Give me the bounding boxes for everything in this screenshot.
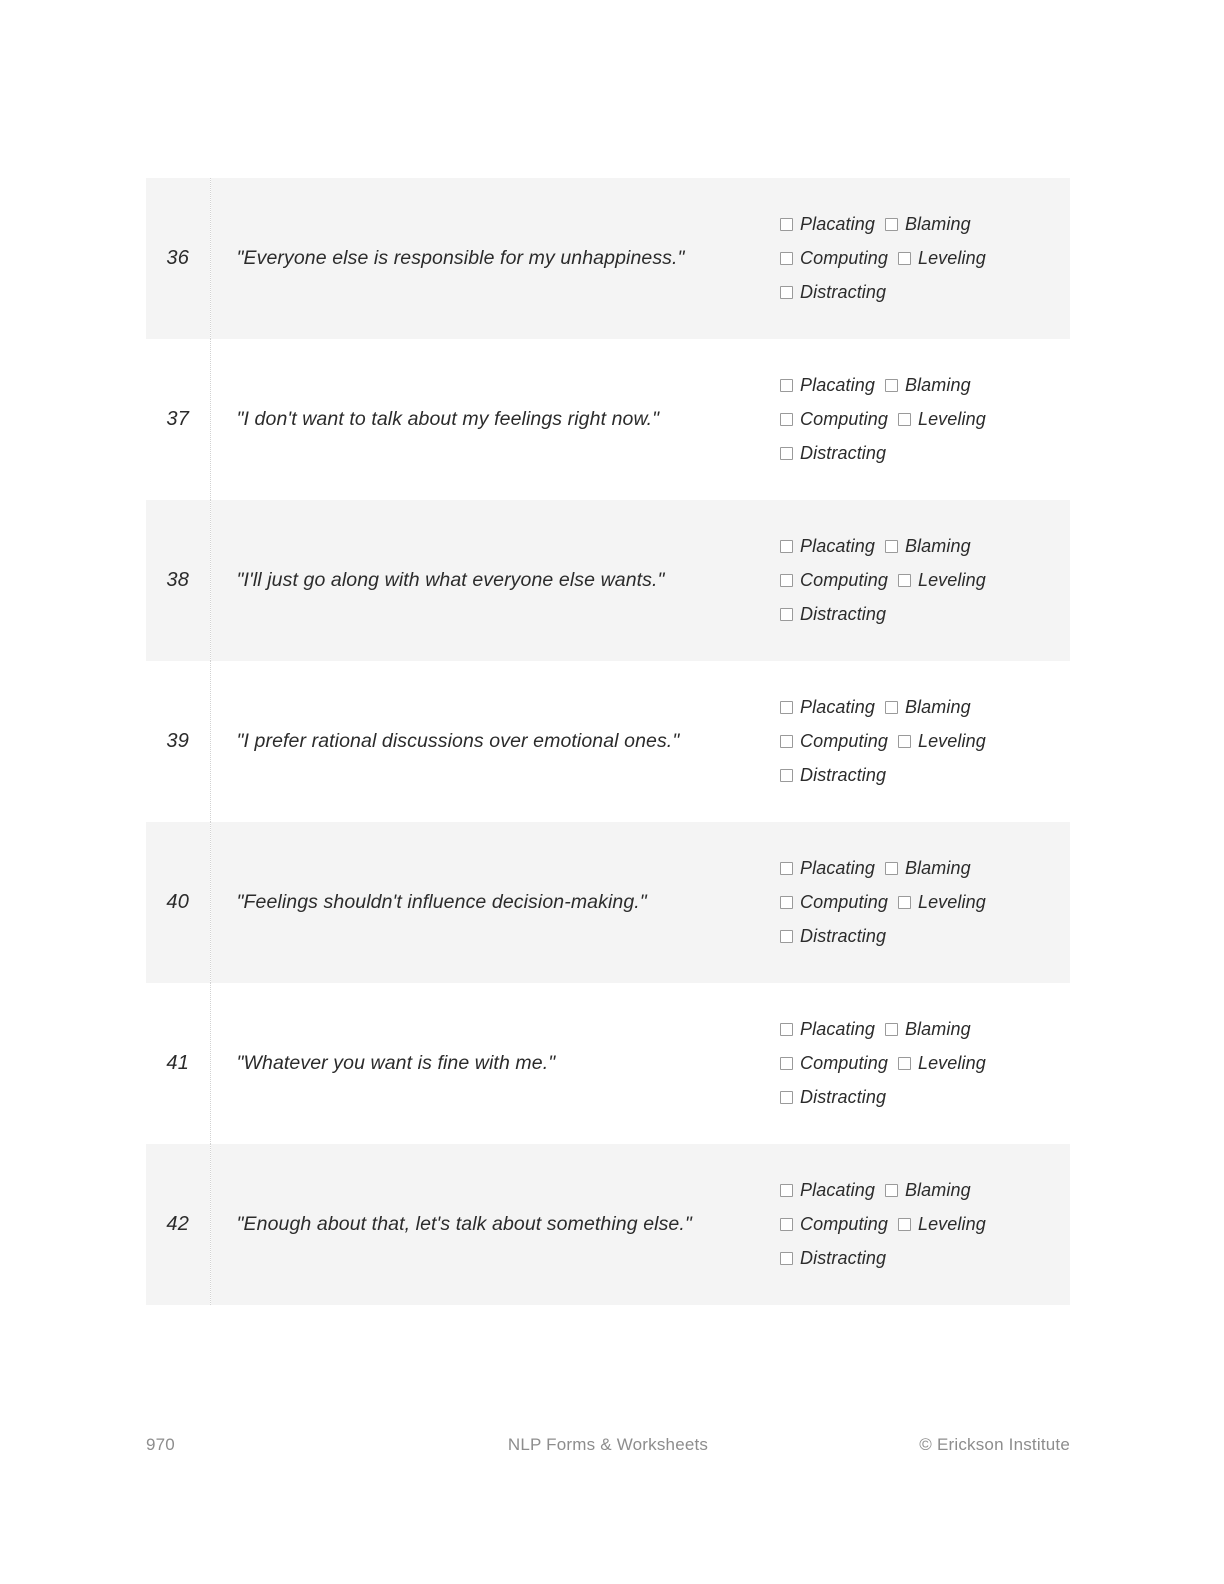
checkbox-label: Placating [800,213,875,234]
checkbox-label: Computing [800,569,888,590]
checkbox-option[interactable] [885,852,971,886]
checkbox-label: Leveling [917,1213,986,1234]
row-statement: "I don't want to talk about my feelings right now." [210,339,780,500]
checkbox-option[interactable] [780,598,886,632]
checkbox-label: Blaming [904,535,971,556]
footer-copyright: © Erickson Institute [919,1435,1070,1454]
checkbox-label: Placating [800,535,875,556]
checkbox-icon[interactable] [780,1057,793,1070]
checkbox-label: Placating [800,1179,875,1200]
checkbox-icon[interactable] [780,252,793,265]
row-number: 36 [166,247,190,269]
checkbox-icon[interactable] [780,769,793,782]
checkbox-option[interactable] [780,1174,875,1208]
checkbox-option[interactable] [780,208,875,242]
page-footer [146,1435,1070,1461]
row-number: 41 [166,1052,190,1074]
checkbox-label: Blaming [904,374,971,395]
table-row [146,500,1070,661]
checkbox-option[interactable] [885,1174,971,1208]
row-options [780,178,1070,339]
checkbox-label: Blaming [904,857,971,878]
row-options [780,983,1070,1144]
row-number: 42 [166,1213,190,1235]
checkbox-group [780,369,1010,471]
checkbox-label: Leveling [917,1052,986,1073]
checkbox-label: Computing [800,891,888,912]
checkbox-label: Distracting [800,603,887,624]
checkbox-icon[interactable] [780,735,793,748]
row-number: 39 [166,730,190,752]
checkbox-option[interactable] [898,242,986,276]
row-statement: "Everyone else is responsible for my unhappiness." [210,178,780,339]
checkbox-icon[interactable] [780,701,793,714]
checkbox-label: Computing [800,408,888,429]
table-body [146,178,1070,1305]
checkbox-icon[interactable] [780,862,793,875]
checkbox-icon[interactable] [780,608,793,621]
checkbox-label: Distracting [800,1086,887,1107]
checkbox-icon[interactable] [898,735,911,748]
checkbox-icon[interactable] [885,1184,898,1197]
checkbox-label: Blaming [904,696,971,717]
row-statement: "I prefer rational discussions over emotional ones." [210,661,780,822]
row-options [780,661,1070,822]
row-statement: "Feelings shouldn't influence decision-making." [210,822,780,983]
checkbox-icon[interactable] [780,218,793,231]
checkbox-option[interactable] [885,208,971,242]
checkbox-icon[interactable] [885,218,898,231]
footer-page-number: 970 [146,1435,175,1454]
checkbox-option[interactable] [885,369,971,403]
checkbox-label: Leveling [917,891,986,912]
checkbox-icon[interactable] [780,1023,793,1036]
checkbox-icon[interactable] [780,413,793,426]
row-statement: "I'll just go along with what everyone else wants." [210,500,780,661]
checkbox-option[interactable] [898,886,986,920]
checkbox-icon[interactable] [780,540,793,553]
checkbox-option[interactable] [780,920,886,954]
checkbox-icon[interactable] [898,574,911,587]
checkbox-option[interactable] [780,1013,875,1047]
table-row [146,661,1070,822]
row-number: 37 [166,408,190,430]
communication-stance-table [146,178,1070,1305]
checkbox-icon[interactable] [780,896,793,909]
row-statement: "Enough about that, let's talk about something else." [210,1144,780,1305]
checkbox-icon[interactable] [780,1091,793,1104]
checkbox-label: Computing [800,1052,888,1073]
checkbox-option[interactable] [780,725,888,759]
checkbox-group [780,208,1010,310]
checkbox-icon[interactable] [898,1057,911,1070]
checkbox-option[interactable] [885,530,971,564]
checkbox-icon[interactable] [780,379,793,392]
checkbox-icon[interactable] [885,701,898,714]
checkbox-option[interactable] [898,403,986,437]
checkbox-label: Computing [800,1213,888,1234]
checkbox-option[interactable] [898,1047,986,1081]
checkbox-icon[interactable] [780,286,793,299]
checkbox-option[interactable] [780,1047,888,1081]
checkbox-icon[interactable] [780,1252,793,1265]
footer-title: NLP Forms & Worksheets [507,1435,709,1454]
row-options [780,500,1070,661]
checkbox-label: Distracting [800,281,887,302]
checkbox-label: Blaming [904,213,971,234]
checkbox-icon[interactable] [885,540,898,553]
checkbox-group [780,852,1010,954]
table-row [146,339,1070,500]
checkbox-option[interactable] [780,691,875,725]
checkbox-label: Leveling [917,730,986,751]
checkbox-icon[interactable] [780,930,793,943]
row-options [780,1144,1070,1305]
table-row [146,822,1070,983]
checkbox-option[interactable] [780,437,886,471]
checkbox-icon[interactable] [898,252,911,265]
checkbox-label: Leveling [917,247,986,268]
checkbox-option[interactable] [780,276,886,310]
checkbox-option[interactable] [780,564,888,598]
checkbox-label: Placating [800,696,875,717]
checkbox-icon[interactable] [885,379,898,392]
checkbox-label: Leveling [917,408,986,429]
checkbox-option[interactable] [780,530,875,564]
checkbox-option[interactable] [780,1208,888,1242]
checkbox-option[interactable] [780,852,875,886]
checkbox-label: Leveling [917,569,986,590]
checkbox-option[interactable] [780,1242,886,1276]
checkbox-label: Blaming [904,1179,971,1200]
checkbox-option[interactable] [898,564,986,598]
table-row [146,1144,1070,1305]
row-number: 40 [166,891,190,913]
checkbox-option[interactable] [780,759,886,793]
checkbox-option[interactable] [885,691,971,725]
checkbox-icon[interactable] [780,1218,793,1231]
checkbox-label: Distracting [800,925,887,946]
checkbox-icon[interactable] [885,862,898,875]
checkbox-icon[interactable] [898,896,911,909]
checkbox-label: Placating [800,857,875,878]
checkbox-option[interactable] [780,1081,886,1115]
checkbox-label: Computing [800,730,888,751]
checkbox-label: Placating [800,374,875,395]
checkbox-group [780,530,1010,632]
checkbox-group [780,1013,1010,1115]
checkbox-group [780,1174,1010,1276]
row-number: 38 [166,569,190,591]
checkbox-option[interactable] [898,725,986,759]
checkbox-label: Distracting [800,1247,887,1268]
checkbox-group [780,691,1010,793]
checkbox-icon[interactable] [898,413,911,426]
checkbox-option[interactable] [885,1013,971,1047]
checkbox-icon[interactable] [898,1218,911,1231]
checkbox-label: Placating [800,1018,875,1039]
checkbox-icon[interactable] [780,447,793,460]
checkbox-label: Computing [800,247,888,268]
checkbox-icon[interactable] [780,574,793,587]
checkbox-option[interactable] [780,242,888,276]
checkbox-label: Distracting [800,442,887,463]
row-options [780,822,1070,983]
checkbox-option[interactable] [898,1208,986,1242]
table-row [146,983,1070,1144]
row-statement: "Whatever you want is fine with me." [210,983,780,1144]
checkbox-option[interactable] [780,403,888,437]
checkbox-icon[interactable] [780,1184,793,1197]
checkbox-icon[interactable] [885,1023,898,1036]
checkbox-label: Blaming [904,1018,971,1039]
checkbox-option[interactable] [780,886,888,920]
checkbox-option[interactable] [780,369,875,403]
table-row [146,178,1070,339]
row-options [780,339,1070,500]
checkbox-label: Distracting [800,764,887,785]
